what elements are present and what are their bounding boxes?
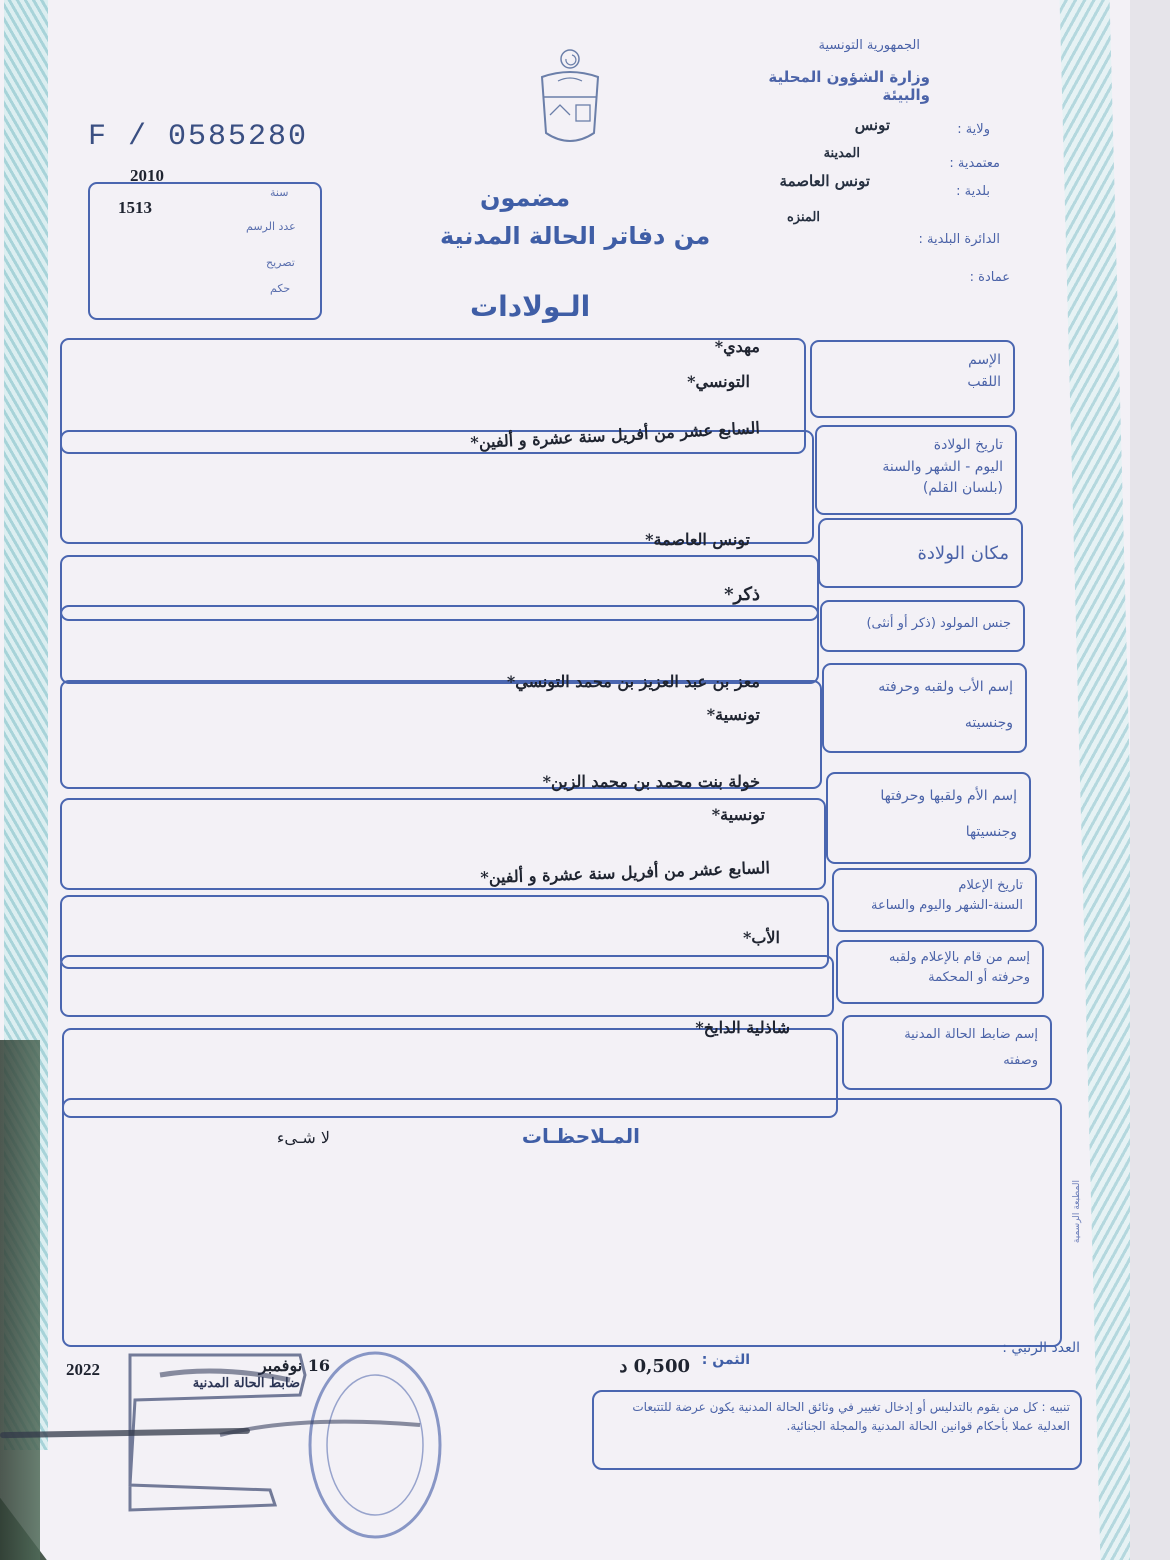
mother-name-value: خولة بنت محمد بن محمد الزين* (542, 772, 760, 791)
serial-number: F / 0585280 (88, 120, 309, 154)
sex-label-box (820, 600, 1025, 652)
officer-label-box (842, 1015, 1052, 1090)
official-stamp-icon (100, 1345, 450, 1545)
issue-year-value: 2022 (66, 1360, 100, 1379)
price-value: 0,500 د (619, 1356, 690, 1377)
stamp-officer-line: ضابط الحالة المدنية (192, 1376, 300, 1391)
registers-title: من دفاتر الحالة المدنية (440, 222, 711, 250)
reference-judgment-label: حكم (270, 282, 291, 295)
ministry-header: وزارة الشؤون المحلية والبيئة (768, 68, 930, 104)
births-title: الـولادات (470, 290, 591, 323)
legal-warning: تنبيه : كل من يقوم بالتدليس أو إدخال تغيير في وثائق الحالة المدنية يكون عرضة للتتبعات العدلية عملا بأحكام قوانين الحالة المدنية والمجلة الجنائية. (592, 1390, 1082, 1470)
officer-label: إسم ضابط الحالة المدنية (904, 1027, 1038, 1042)
father-label-sub: وجنسيته (964, 714, 1013, 731)
declarant-label-box (836, 940, 1044, 1004)
mother-label-box (826, 772, 1031, 864)
father-name-value: معز بن عبد العزيز بن محمد التونسي* (506, 672, 760, 691)
declarant-label: إسم من قام بالإعلام ولقبه (888, 950, 1030, 965)
district-label: الدائرة البلدية : (918, 232, 1000, 247)
district-value: المنزه (787, 210, 820, 225)
governorate-value: تونس (854, 116, 890, 134)
reference-number: 1513 (118, 198, 152, 217)
declaration-date-label-sub: السنة-الشهر واليوم والساعة (870, 898, 1023, 914)
issue-date-value: 16 نوفمبر (258, 1356, 330, 1375)
dob-label-sub: اليوم - الشهر والسنة (882, 458, 1003, 475)
sex-value: ذكر* (724, 584, 760, 605)
father-nationality-value: تونسية* (706, 705, 760, 724)
sex-label: جنس المولود (ذكر أو أنثى) (866, 616, 1011, 631)
mother-label: إسم الأم ولقبها وحرفتها (880, 788, 1017, 804)
delegation-label: معتمدية : (949, 156, 1000, 171)
declaration-date-label-box (832, 868, 1037, 932)
mother-label-sub: وجنسيتها (965, 823, 1017, 840)
tunisia-emblem-icon (530, 45, 610, 155)
first-name-value: مهدي* (714, 337, 760, 356)
notes-value: لا شـىء (276, 1128, 330, 1147)
dob-label-note: (بلسان القلم) (922, 480, 1003, 497)
pob-label: مكان الولادة (917, 543, 1009, 564)
governorate-label: ولاية : (957, 122, 990, 137)
father-label: إسم الأب ولقبه وحرفته (878, 679, 1013, 695)
printer-reference: المطبعة الرسمية (1072, 1180, 1082, 1244)
reference-declaration-label: تصريح (266, 256, 295, 269)
dob-label: تاريخ الولادة (933, 437, 1003, 453)
pob-label-box (818, 518, 1023, 588)
declarant-value: الأب* (743, 928, 780, 947)
dob-label-box (815, 425, 1017, 515)
omda-label: عمادة : (969, 270, 1010, 285)
price-label: الثمن : (701, 1352, 750, 1368)
reference-year-label: سنة (270, 186, 289, 199)
republic-header: الجمهورية التونسية (818, 38, 920, 53)
dob-value: السابع عشر من أفريل سنة عشرة و ألفين* (469, 418, 761, 453)
pob-value: تونس العاصمة* (645, 530, 750, 549)
father-label-box (822, 663, 1027, 753)
serial-number-label: العدد الرتبي : (1002, 1340, 1080, 1356)
name-label: الإسم (968, 352, 1001, 368)
delegation-value: المدينة (823, 146, 860, 161)
officer-value: شاذلية الدايخ* (695, 1018, 790, 1037)
last-name-value: التونسي* (687, 372, 750, 391)
extract-title: مضمون (480, 184, 571, 212)
declaration-date-value: السابع عشر من أفريل سنة عشرة و ألفين* (480, 858, 771, 888)
declarant-value-box (60, 955, 834, 1017)
name-label-box (810, 340, 1015, 418)
municipality-label: بلدية : (956, 184, 990, 199)
page-edge (1130, 0, 1170, 1560)
reference-number-label: عدد الرسم (246, 220, 296, 233)
declaration-date-label: تاريخ الإعلام (958, 878, 1023, 893)
notes-label: المـلاحظـات (521, 1124, 640, 1148)
municipality-value: تونس العاصمة (779, 172, 870, 190)
reference-year: 2010 (130, 166, 164, 185)
officer-label-sub: وصفته (1003, 1053, 1038, 1069)
mother-nationality-value: تونسية* (711, 805, 765, 824)
declarant-label-sub: وحرفته أو المحكمة (928, 970, 1030, 986)
surname-label: اللقب (967, 373, 1001, 390)
background-shadow (0, 1040, 40, 1560)
